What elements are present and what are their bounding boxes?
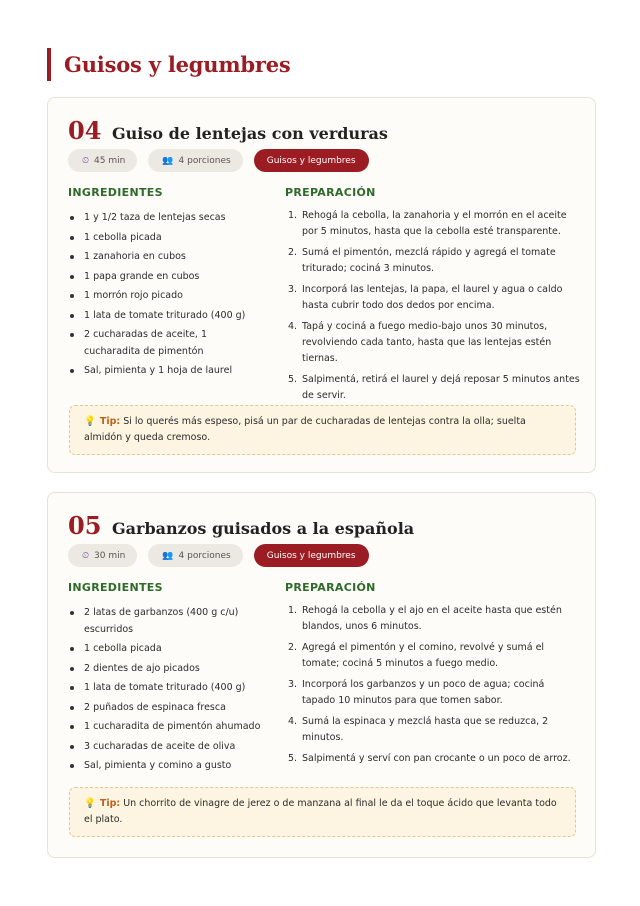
ingredient-item: 1 y 1/2 taza de lentejas secas (70, 210, 266, 227)
time-value: 30 min (94, 550, 126, 561)
step-text: Rehogá la cebolla, la zanahoria y el morrón en el aceite por 5 minutos, hasta que la cebolla esté transparente. (302, 210, 567, 237)
preparation-steps (288, 208, 580, 409)
people-icon: 👥 (162, 155, 174, 166)
time-badge (68, 149, 137, 172)
step-text: Incorporá los garbanzos y un poco de agua; cociná tapado 10 minutos para que tomen sabor. (302, 679, 545, 706)
step-item: 2. Agregá el pimentón y el comino, revolvé y sumá el tomate; cociná 5 minutos a fuego medio. (288, 642, 545, 669)
preparation-steps (288, 603, 580, 772)
step-text: Salpimentá, retirá el laurel y dejá reposar 5 minutos antes de servir. (302, 374, 580, 401)
ingredient-item: 3 cucharadas de aceite de oliva (70, 739, 266, 756)
step-item: 3. Incorporá los garbanzos y un poco de agua; cociná tapado 10 minutos para que tomen sabor. (288, 679, 545, 706)
step-item: 1. Rehogá la cebolla y el ajo en el aceite hasta que estén blandos, unos 6 minutos. (288, 605, 562, 632)
tip-label: Tip: (99, 798, 121, 809)
tip-text: Si lo querés más espeso, pisá un par de cucharadas de lentejas contra la olla; suelta almidón y queda cremoso. (84, 416, 526, 443)
step-item: 5. Salpimentá, retirá el laurel y dejá reposar 5 minutos antes de servir. (288, 374, 580, 401)
recipe-number: 05 (68, 511, 102, 540)
step-item: 1. Rehogá la cebolla, la zanahoria y el morrón en el aceite por 5 minutos, hasta que la cebolla esté transparente. (288, 210, 567, 237)
lightbulb-icon: 💡 (84, 798, 96, 809)
step-text: Tapá y cociná a fuego medio-bajo unos 30 minutos, revolviendo cada tanto, hasta que las lentejas estén tiernas. (302, 321, 552, 364)
recipe-card (47, 97, 596, 473)
section-header (47, 48, 291, 81)
step-text: Sumá el pimentón, mezclá rápido y agregá el tomate triturado; cociná 3 minutos. (302, 247, 556, 274)
recipe-card (47, 492, 596, 858)
step-item: 2. Sumá el pimentón, mezclá rápido y agregá el tomate triturado; cociná 3 minutos. (288, 247, 556, 274)
timer-icon: ⏲ (82, 155, 90, 166)
ingredient-item: 1 cebolla picada (70, 230, 266, 247)
ingredient-item: 2 puñados de espinaca fresca (70, 700, 266, 717)
step-text: Rehogá la cebolla y el ajo en el aceite hasta que estén blandos, unos 6 minutos. (302, 605, 562, 632)
servings-badge (148, 544, 242, 567)
recipe-title-row (68, 511, 414, 540)
ingredient-item: Sal, pimienta y comino a gusto (70, 758, 266, 775)
step-item: 4. Tapá y cociná a fuego medio-bajo unos 30 minutos, revolviendo cada tanto, hasta que las lentejas estén tiernas. (288, 321, 552, 364)
ingredients-list (70, 210, 266, 383)
ingredient-item: 1 cebolla picada (70, 641, 266, 658)
step-text: Salpimentá y serví con pan crocante o un poco de arroz. (302, 753, 571, 764)
timer-icon: ⏲ (82, 550, 90, 561)
tip-label: Tip: (99, 416, 121, 427)
step-item: 5. Salpimentá y serví con pan crocante o un poco de arroz. (288, 753, 571, 764)
ingredient-item: 2 latas de garbanzos (400 g c/u) escurridos (70, 605, 266, 638)
step-text: Sumá la espinaca y mezclá hasta que se reduzca, 2 minutos. (302, 716, 549, 743)
ingredient-item: 2 dientes de ajo picados (70, 661, 266, 678)
ingredients-list (70, 605, 266, 778)
preparation-heading: PREPARACIÓN (285, 186, 376, 199)
time-value: 45 min (94, 155, 126, 166)
ingredient-item: 2 cucharadas de aceite, 1 cucharadita de pimentón (70, 327, 266, 360)
section-title: Guisos y legumbres (64, 52, 291, 77)
ingredient-item: 1 morrón rojo picado (70, 288, 266, 305)
step-text: Agregá el pimentón y el comino, revolvé y sumá el tomate; cociná 5 minutos a fuego medio. (302, 642, 545, 669)
servings-badge (148, 149, 242, 172)
recipe-meta (68, 149, 369, 172)
step-item: 4. Sumá la espinaca y mezclá hasta que se reduzca, 2 minutos. (288, 716, 549, 743)
servings-value: 4 porciones (178, 550, 231, 561)
time-badge (68, 544, 137, 567)
step-item: 3. Incorporá las lentejas, la papa, el laurel y agua o caldo hasta cubrir todo dos dedos por encima. (288, 284, 563, 311)
ingredient-item: 1 cucharadita de pimentón ahumado (70, 719, 266, 736)
step-text: Incorporá las lentejas, la papa, el laurel y agua o caldo hasta cubrir todo dos dedos por encima. (302, 284, 563, 311)
ingredient-item: 1 lata de tomate triturado (400 g) (70, 308, 266, 325)
ingredient-item: 1 zanahoria en cubos (70, 249, 266, 266)
category-tag[interactable]: Guisos y legumbres (254, 544, 369, 567)
tip-box (69, 787, 576, 837)
tip-text: Un chorrito de vinagre de jerez o de manzana al final le da el toque ácido que levanta todo el plato. (84, 798, 557, 825)
ingredients-heading: INGREDIENTES (68, 186, 163, 199)
people-icon: 👥 (162, 550, 174, 561)
ingredient-item: 1 lata de tomate triturado (400 g) (70, 680, 266, 697)
preparation-heading: PREPARACIÓN (285, 581, 376, 594)
recipe-title: Garbanzos guisados a la española (112, 519, 415, 538)
recipe-title-row (68, 116, 388, 145)
category-tag[interactable]: Guisos y legumbres (254, 149, 369, 172)
recipe-number: 04 (68, 116, 102, 145)
recipe-meta (68, 544, 369, 567)
servings-value: 4 porciones (178, 155, 231, 166)
tip-box (69, 405, 576, 455)
lightbulb-icon: 💡 (84, 416, 96, 427)
ingredient-item: 1 papa grande en cubos (70, 269, 266, 286)
recipe-title: Guiso de lentejas con verduras (112, 124, 388, 143)
ingredient-item: Sal, pimienta y 1 hoja de laurel (70, 363, 266, 380)
ingredients-heading: INGREDIENTES (68, 581, 163, 594)
